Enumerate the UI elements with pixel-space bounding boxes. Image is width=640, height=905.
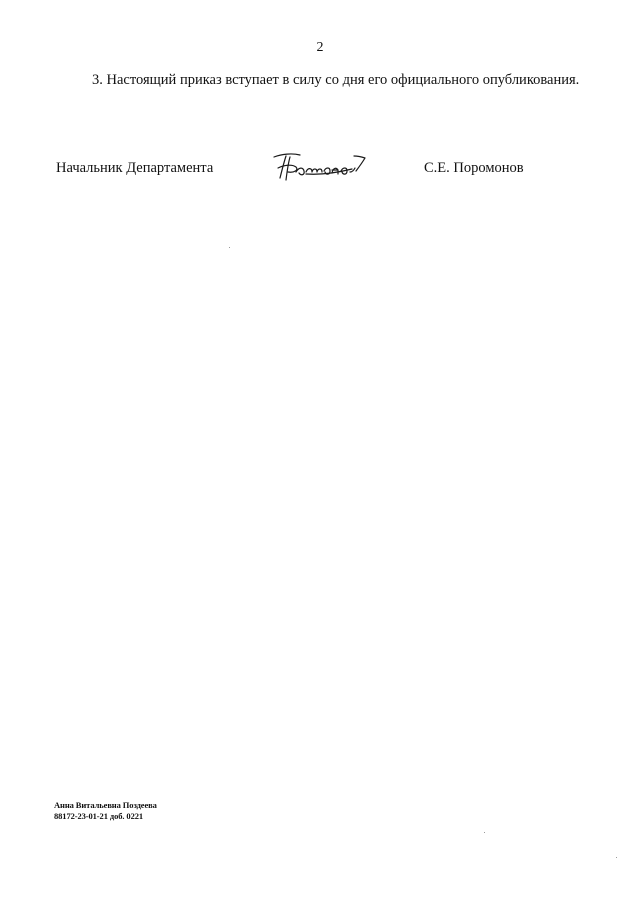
- executor-name: Анна Витальевна Поздеева: [54, 800, 157, 810]
- scan-speck: [484, 832, 485, 833]
- handwritten-signature: [266, 148, 371, 188]
- executor-phone: 88172-23-01-21 доб. 0221: [54, 811, 144, 821]
- scan-speck: [616, 857, 617, 858]
- scan-speck: [229, 247, 230, 248]
- signer-position: Начальник Департамента: [56, 160, 214, 176]
- signature-block: [56, 160, 616, 200]
- page-number: 2: [316, 40, 324, 55]
- signer-name: С.Е. Поромонов: [424, 160, 524, 176]
- executor-info: [54, 800, 157, 822]
- paragraph-3: 3. Настоящий приказ вступает в силу со дня его официального опубликования.: [92, 72, 580, 88]
